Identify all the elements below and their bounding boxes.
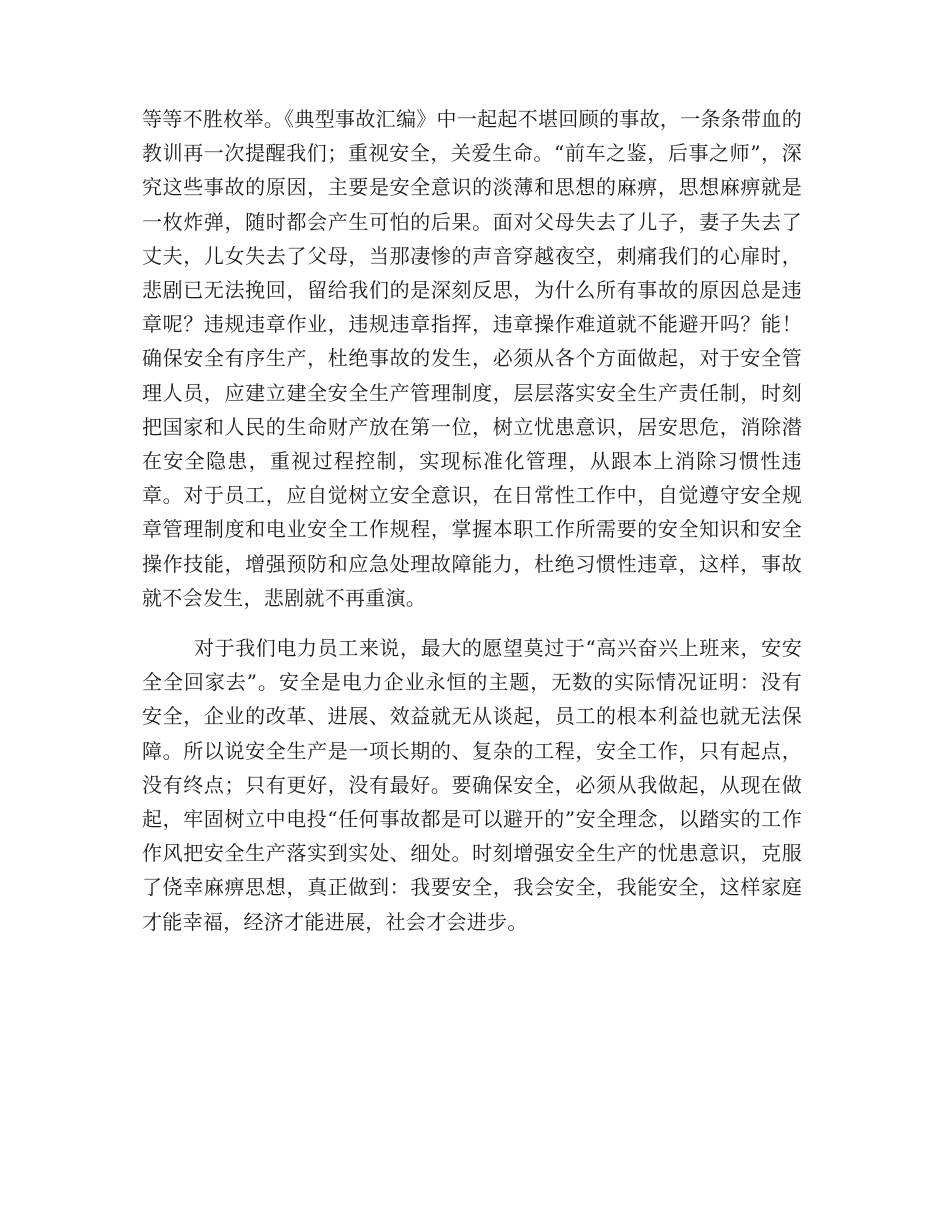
paragraph-1: 等等不胜枚举。《典型事故汇编》中一起起不堪回顾的事故，一条条带血的教训再一次提醒我们；重视安全，关爱生命。“前车之鉴，后事之师”，深究这些事故的原因，主要是安全意识的淡薄和思想的麻痹，思想麻痹就是一枚炸弹，随时都会产生可怕的后果。面对父母失去了儿子，妻子失去了丈夫，儿女失去了父母，当那凄惨的声音穿越夜空，刺痛我们的心扉时，悲剧已无法挽回，留给我们的是深刻反思，为什么所有事故的原因总是违章呢？违规违章作业，违规违章指挥，违章操作难道就不能避开吗？能！确保安全有序生产，杜绝事故的发生，必须从各个方面做起，对于安全管理人员，应建立建全安全生产管理制度，层层落实安全生产责任制，时刻把国家和人民的生命财产放在第一位，树立忧患意识，居安思危，消除潜在安全隐患，重视过程控制，实现标准化管理，从跟本上消除习惯性违章。对于员工，应自觉树立安全意识，在日常性工作中，自觉遵守安全规章管理制度和电业安全工作规程，掌握本职工作所需要的安全知识和安全操作技能，增强预防和应急处理故障能力，杜绝习惯性违章，这样，事故就不会发生，悲剧就不再重演。 [142, 107, 802, 610]
paragraph-2: 对于我们电力员工来说，最大的愿望莫过于“高兴奋兴上班来，安安全全回家去”。安全是电力企业永恒的主题，无数的实际情况证明：没有安全，企业的改革、进展、效益就无从谈起，员工的根本利益也就无法保障。所以说安全生产是一项长期的、复杂的工程，安全工作，只有起点，没有终点；只有更好，没有最好。要确保安全，必须从我做起，从现在做起，牢固树立中电投“任何事故都是可以避开的”安全理念，以踏实的工作作风把安全生产落实到实处、细处。时刻增强安全生产的忧患意识，克服了侥幸麻痹思想，真正做到：我要安全，我会安全，我能安全，这样家庭才能幸福，经济才能进展，社会才会进步。 [142, 636, 802, 934]
document-body [142, 102, 802, 939]
